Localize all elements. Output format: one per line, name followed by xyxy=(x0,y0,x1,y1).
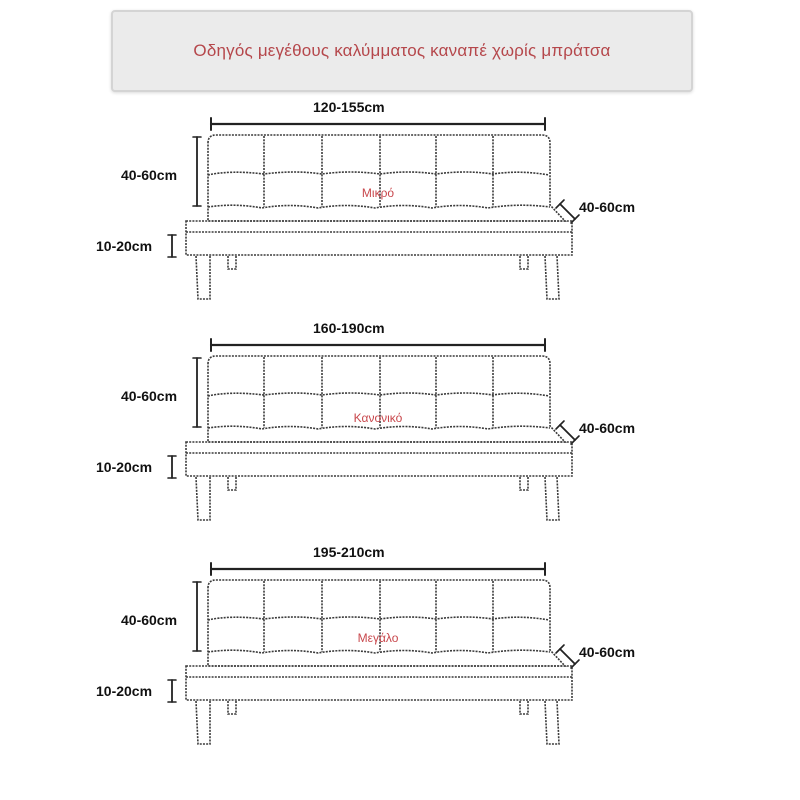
side-depth-label: 40-60cm xyxy=(579,644,636,660)
width-label: 160-190cm xyxy=(313,320,385,336)
size-name-label: Κανονικό xyxy=(353,411,403,425)
side-depth-label: 40-60cm xyxy=(579,199,636,215)
sofa-outline xyxy=(186,135,572,299)
seat-thickness-label: 10-20cm xyxy=(96,459,153,475)
sofa-drawing xyxy=(0,99,800,323)
seat-thickness-label: 10-20cm xyxy=(96,238,153,254)
width-label: 195-210cm xyxy=(313,544,385,560)
sofa-size-diagram-2 xyxy=(0,320,800,544)
sofa-size-diagram-3 xyxy=(0,544,800,768)
header-banner xyxy=(111,10,693,92)
back-height-label: 40-60cm xyxy=(121,612,178,628)
sofa-outline xyxy=(186,356,572,520)
back-height-label: 40-60cm xyxy=(121,388,178,404)
back-height-label: 40-60cm xyxy=(121,167,178,183)
sofa-drawing xyxy=(0,320,800,544)
side-depth-line xyxy=(560,649,575,664)
side-depth-line xyxy=(560,204,575,219)
width-label: 120-155cm xyxy=(313,99,385,115)
sofa-outline xyxy=(186,580,572,744)
seat-thickness-label: 10-20cm xyxy=(96,683,153,699)
sofa-size-diagram-1 xyxy=(0,99,800,323)
side-depth-line xyxy=(560,425,575,440)
size-name-label: Μικρό xyxy=(361,186,395,200)
side-depth-label: 40-60cm xyxy=(579,420,636,436)
page-title: Οδηγός μεγέθους καλύμματος καναπέ χωρίς μπράτσα xyxy=(193,41,611,60)
sofa-drawing xyxy=(0,544,800,768)
size-name-label: Μεγάλο xyxy=(357,631,399,645)
